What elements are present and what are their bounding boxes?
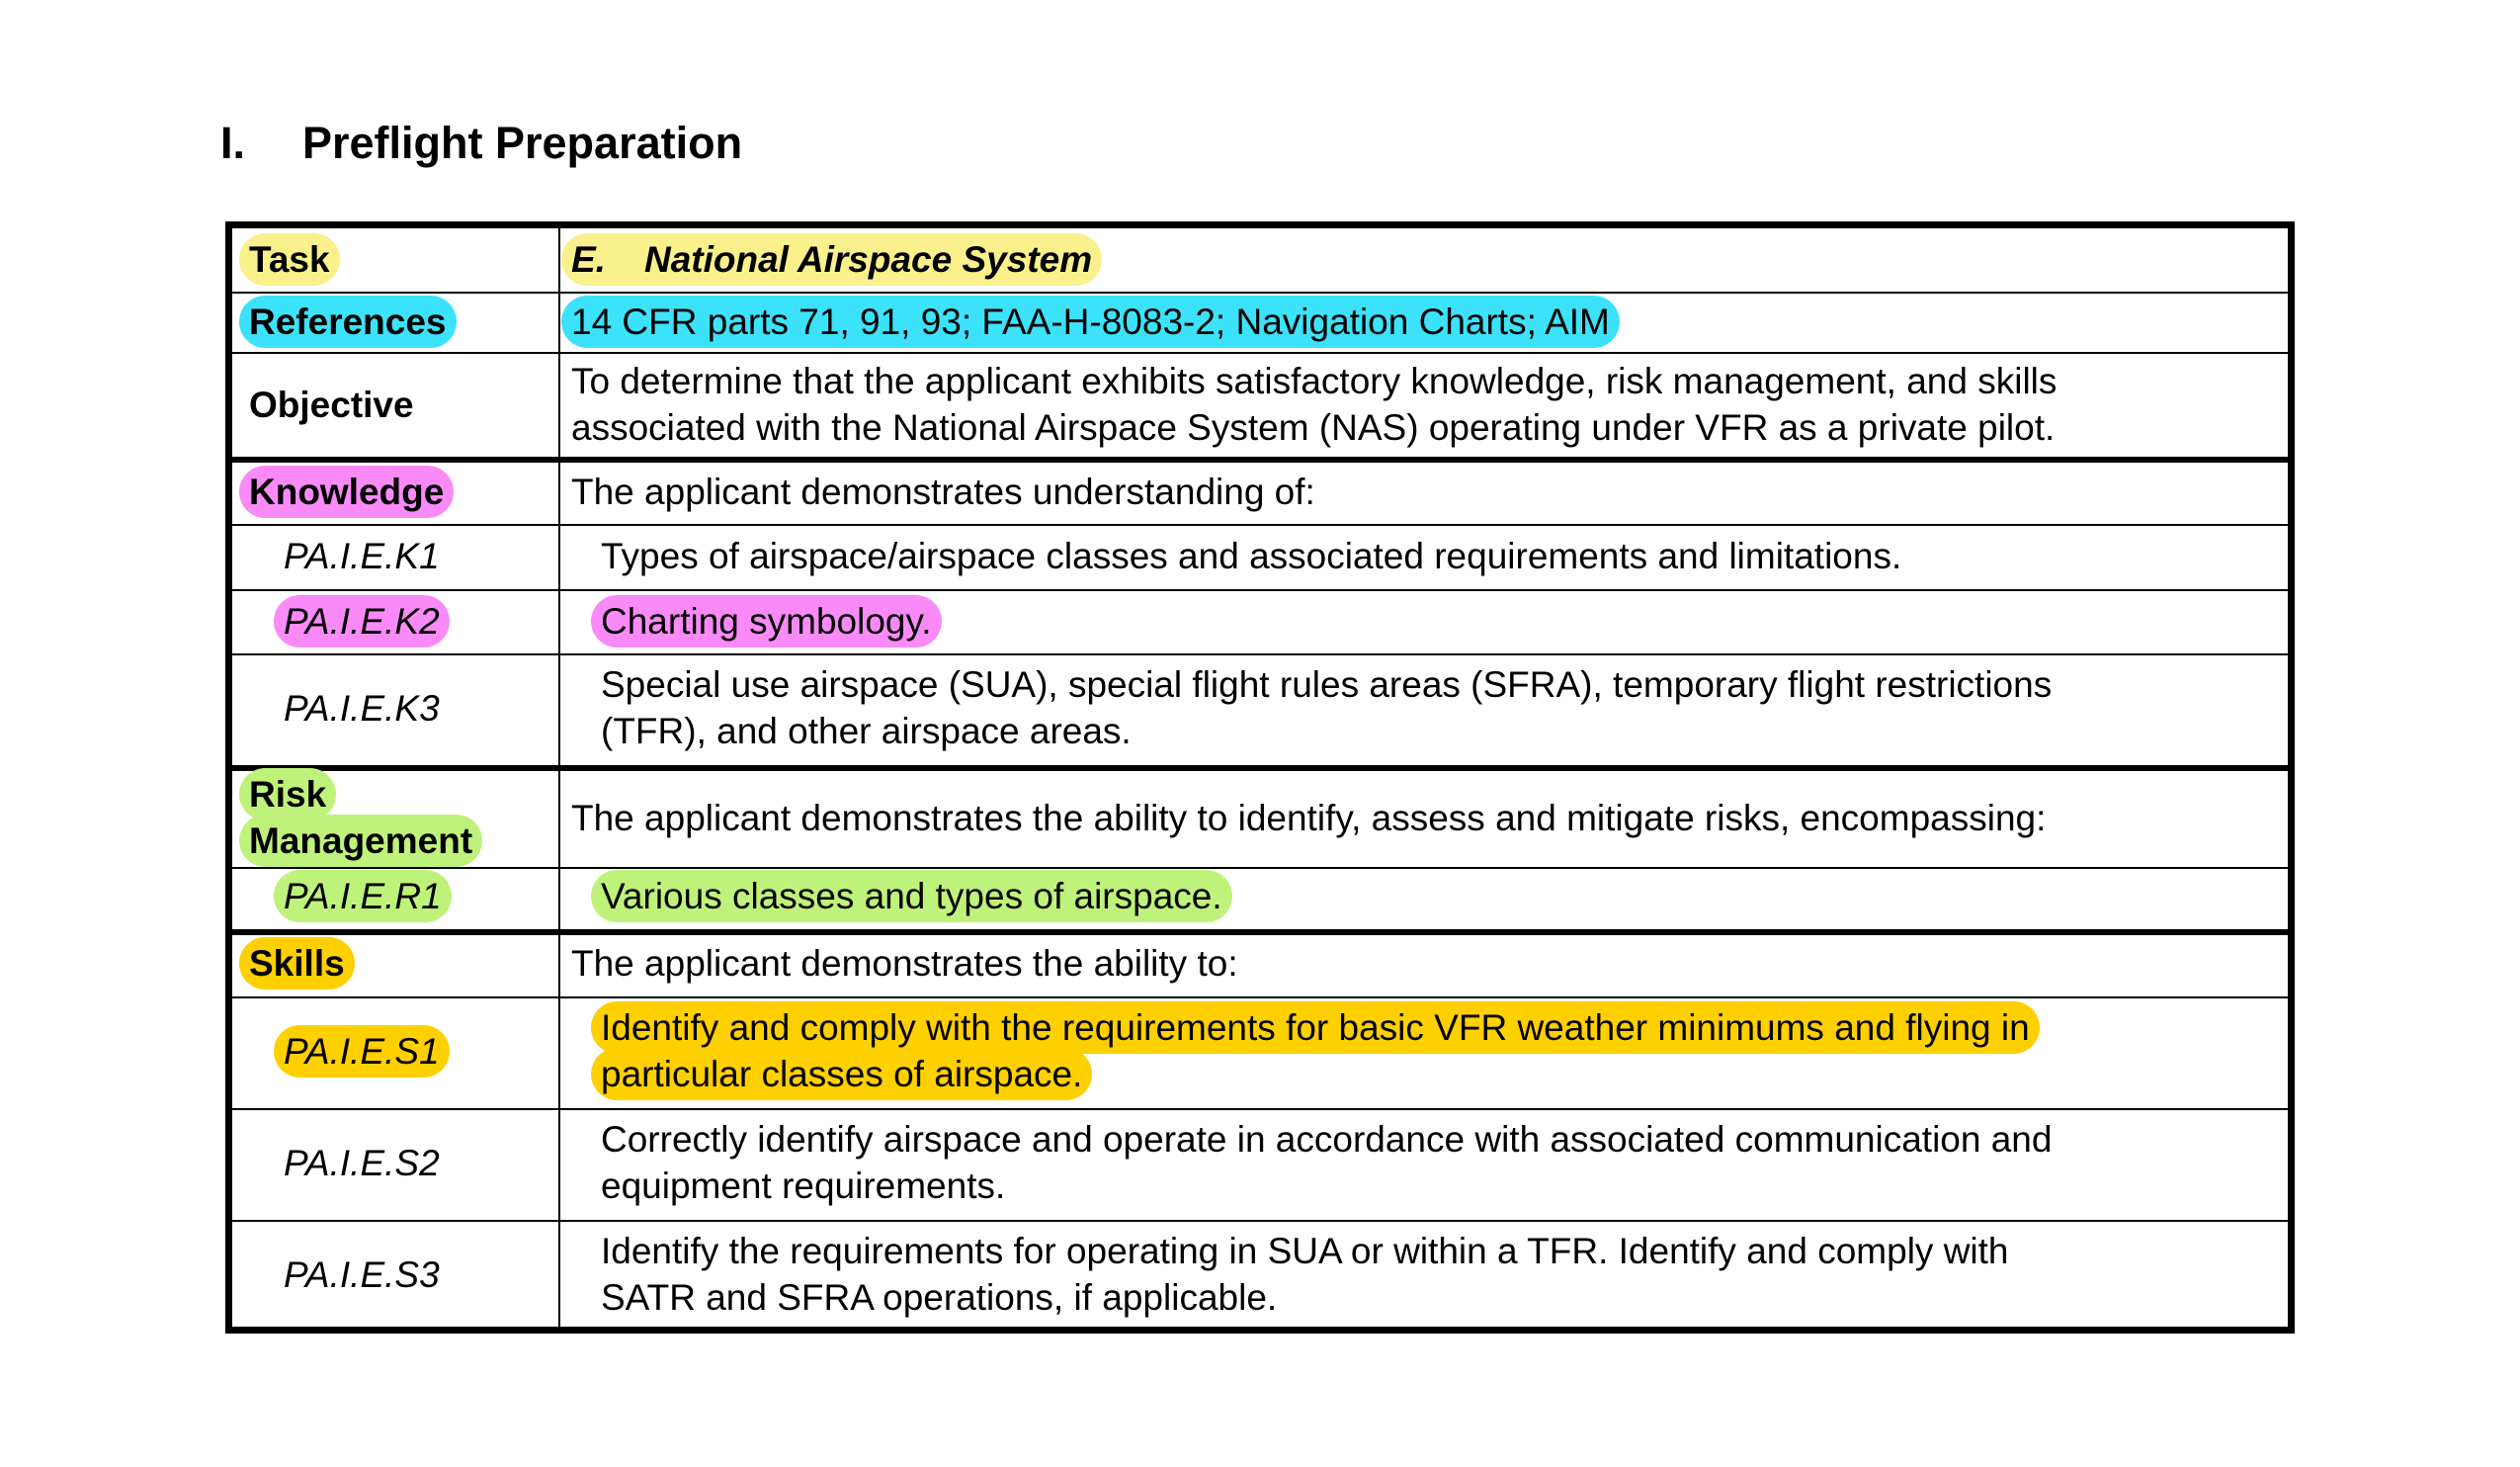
section-title: Preflight Preparation — [302, 118, 743, 168]
s1-line-2: particular classes of airspace. — [591, 1048, 1092, 1100]
s3-code: PA.I.E.S3 — [284, 1254, 440, 1295]
row-task — [232, 228, 2288, 294]
cell-objective-text — [560, 354, 2288, 457]
row-knowledge-k1 — [232, 526, 2288, 591]
cell-r1-text — [560, 869, 2288, 929]
s2-line-2: equipment requirements. — [601, 1165, 1006, 1206]
section-number: I. — [220, 118, 246, 168]
cell-task-title — [560, 228, 2288, 292]
cell-k1-text — [560, 526, 2288, 589]
cell-k2-text — [560, 591, 2288, 653]
cell-skills-label — [232, 935, 560, 996]
knowledge-label: Knowledge — [239, 466, 454, 518]
k1-text: Types of airspace/airspace classes and associated requirements and limitations. — [601, 536, 1902, 576]
risk-label-line-2: Management — [239, 815, 482, 867]
risk-label-line-1: Risk — [239, 768, 336, 820]
row-skills-s1 — [232, 998, 2288, 1110]
cell-references-label — [232, 294, 560, 352]
task-title: National Airspace System — [644, 239, 1093, 280]
s1-code: PA.I.E.S1 — [274, 1025, 450, 1078]
row-knowledge-k2 — [232, 591, 2288, 655]
cell-references-value — [560, 294, 2288, 352]
cell-knowledge-intro — [560, 463, 2288, 524]
references-label: References — [239, 296, 457, 348]
objective-line-2: associated with the National Airspace System (NAS) operating under VFR as a private pilot. — [571, 407, 2056, 448]
cell-k3-text — [560, 655, 2288, 765]
cell-s2-text — [560, 1110, 2288, 1220]
task-label: Task — [239, 233, 340, 286]
skills-intro: The applicant demonstrates the ability to: — [571, 943, 1238, 984]
skills-label: Skills — [239, 937, 355, 990]
s2-code: PA.I.E.S2 — [284, 1143, 440, 1183]
cell-risk-intro — [560, 771, 2288, 867]
risk-intro: The applicant demonstrates the ability to identify, assess and mitigate risks, encompassing: — [571, 798, 2047, 838]
cell-task-label — [232, 228, 560, 292]
objective-label: Objective — [249, 385, 414, 425]
objective-line-1: To determine that the applicant exhibits satisfactory knowledge, risk management, and skills — [571, 361, 2058, 401]
k3-line-2: (TFR), and other airspace areas. — [601, 711, 1132, 751]
cell-s1-text — [560, 998, 2288, 1108]
cell-s1-code — [232, 998, 560, 1108]
cell-skills-intro — [560, 935, 2288, 996]
task-title-highlight — [561, 233, 1102, 286]
references-value: 14 CFR parts 71, 91, 93; FAA-H-8083-2; Navigation Charts; AIM — [561, 296, 1620, 348]
k2-code: PA.I.E.K2 — [274, 595, 450, 647]
row-references — [232, 294, 2288, 354]
k2-text: Charting symbology. — [591, 595, 942, 647]
row-objective — [232, 354, 2288, 463]
k3-line-1: Special use airspace (SUA), special flight rules areas (SFRA), temporary flight restrictions — [601, 664, 2053, 705]
cell-s2-code — [232, 1110, 560, 1220]
s3-line-1: Identify the requirements for operating in SUA or within a TFR. Identify and comply with — [601, 1231, 2009, 1271]
row-skills-s3 — [232, 1222, 2288, 1327]
s1-line-1: Identify and comply with the requirements for basic VFR weather minimums and flying in — [591, 1001, 2040, 1054]
acs-task-table — [225, 221, 2295, 1334]
r1-text: Various classes and types of airspace. — [591, 870, 1232, 922]
row-skills-s2 — [232, 1110, 2288, 1222]
row-skills — [232, 935, 2288, 998]
cell-k2-code — [232, 591, 560, 653]
cell-s3-text — [560, 1222, 2288, 1327]
k1-code: PA.I.E.K1 — [284, 536, 440, 576]
k3-code: PA.I.E.K3 — [284, 688, 440, 729]
cell-r1-code — [232, 869, 560, 929]
cell-k3-code — [232, 655, 560, 765]
row-knowledge — [232, 463, 2288, 526]
row-risk-r1 — [232, 869, 2288, 935]
cell-knowledge-label — [232, 463, 560, 524]
s3-line-2: SATR and SFRA operations, if applicable. — [601, 1277, 1278, 1318]
knowledge-intro: The applicant demonstrates understanding of: — [571, 472, 1315, 512]
cell-k1-code — [232, 526, 560, 589]
r1-code: PA.I.E.R1 — [274, 870, 452, 922]
cell-risk-label — [232, 771, 560, 867]
row-risk-management — [232, 771, 2288, 869]
cell-s3-code — [232, 1222, 560, 1327]
section-heading — [220, 117, 742, 170]
row-knowledge-k3 — [232, 655, 2288, 771]
s2-line-1: Correctly identify airspace and operate in accordance with associated communication and — [601, 1119, 2053, 1160]
cell-objective-label — [232, 354, 560, 457]
task-letter: E. — [571, 239, 606, 280]
